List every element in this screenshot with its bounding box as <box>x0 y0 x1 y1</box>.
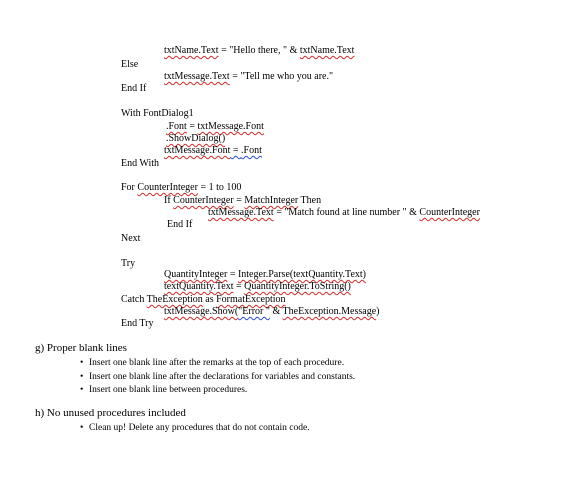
code-token: For <box>121 182 138 193</box>
code-line-8 <box>164 145 262 157</box>
code-token: CounterInteger <box>173 195 234 206</box>
code-token: as <box>202 294 217 305</box>
section-g-heading: g) Proper blank lines <box>35 342 127 354</box>
list-item: • Insert one blank line after the remarks at the top of each procedure. <box>80 357 355 371</box>
code-token: TheException.Message <box>282 306 377 317</box>
code-line-17 <box>164 281 351 293</box>
code-line-9: End With <box>121 158 160 169</box>
section-h-heading: h) No unused procedures included <box>35 407 186 419</box>
code-token: ) <box>376 306 380 317</box>
list-item: • Insert one blank line between procedures. <box>80 384 355 398</box>
code-line-1 <box>164 45 354 57</box>
code-token: Catch <box>121 294 147 305</box>
code-token: = <box>233 195 245 206</box>
code-token: = <box>230 145 242 156</box>
code-line-14: Next <box>121 233 141 244</box>
code-line-10 <box>121 182 241 194</box>
section-g-bullet-list <box>80 357 355 398</box>
code-line-16 <box>164 269 366 281</box>
code-line-15: Try <box>121 258 136 269</box>
code-line-5: With FontDialog1 <box>121 108 194 119</box>
code-token: txtName.Text <box>299 45 355 56</box>
code-line-19 <box>164 306 379 318</box>
code-token: = <box>233 281 245 292</box>
code-token: txtName.Text <box>164 45 219 56</box>
code-token: Integer.Parse(textQuantity.Text) <box>237 269 367 280</box>
code-token: .Font <box>241 145 262 156</box>
code-line-3 <box>164 71 333 83</box>
code-token: = "Hello there, " & <box>218 45 300 56</box>
code-token: MatchInteger <box>244 195 299 206</box>
code-token: QuantityInteger.ToString() <box>244 281 351 292</box>
code-token: txtMessage.Font <box>164 145 231 156</box>
code-token: CounterInteger <box>137 182 198 193</box>
code-token: = "Match found at line number " & <box>273 207 420 218</box>
code-token: FormatException <box>216 294 286 305</box>
code-line-13: End If <box>167 219 193 230</box>
code-token: textQuantity.Text <box>164 281 234 292</box>
code-token: CounterInteger <box>419 207 480 218</box>
code-line-6 <box>166 121 264 133</box>
code-token: = <box>186 121 198 132</box>
code-line-7 <box>166 133 225 145</box>
code-line-20: End Try <box>121 318 154 329</box>
code-token: Then <box>298 195 322 206</box>
code-token: txtMessage.Font <box>197 121 264 132</box>
list-item: • Insert one blank line after the declarations for variables and constants. <box>80 371 355 385</box>
code-token: & <box>269 306 283 317</box>
code-token: If <box>164 195 174 206</box>
code-token: = "Tell me who you are." <box>229 71 334 82</box>
code-token: "Error " <box>238 306 270 317</box>
code-line-18 <box>121 294 286 306</box>
code-token: txtMessage.Text <box>208 207 274 218</box>
section-h-bullet-list <box>80 422 310 436</box>
code-token: QuantityInteger <box>164 269 228 280</box>
code-token: txtMessage.Show( <box>164 306 239 317</box>
code-token: = <box>227 269 238 280</box>
code-token: .ShowDialog() <box>166 133 226 144</box>
code-line-11 <box>164 195 321 207</box>
code-token: TheException <box>146 294 203 305</box>
code-token: = 1 to 100 <box>197 182 242 193</box>
code-line-4: End If <box>121 83 147 94</box>
code-line-2: Else <box>121 59 139 70</box>
list-item: • Clean up! Delete any procedures that do not contain code. <box>80 422 310 436</box>
code-token: .Font <box>166 121 187 132</box>
code-line-12 <box>208 207 480 219</box>
code-token: txtMessage.Text <box>164 71 230 82</box>
